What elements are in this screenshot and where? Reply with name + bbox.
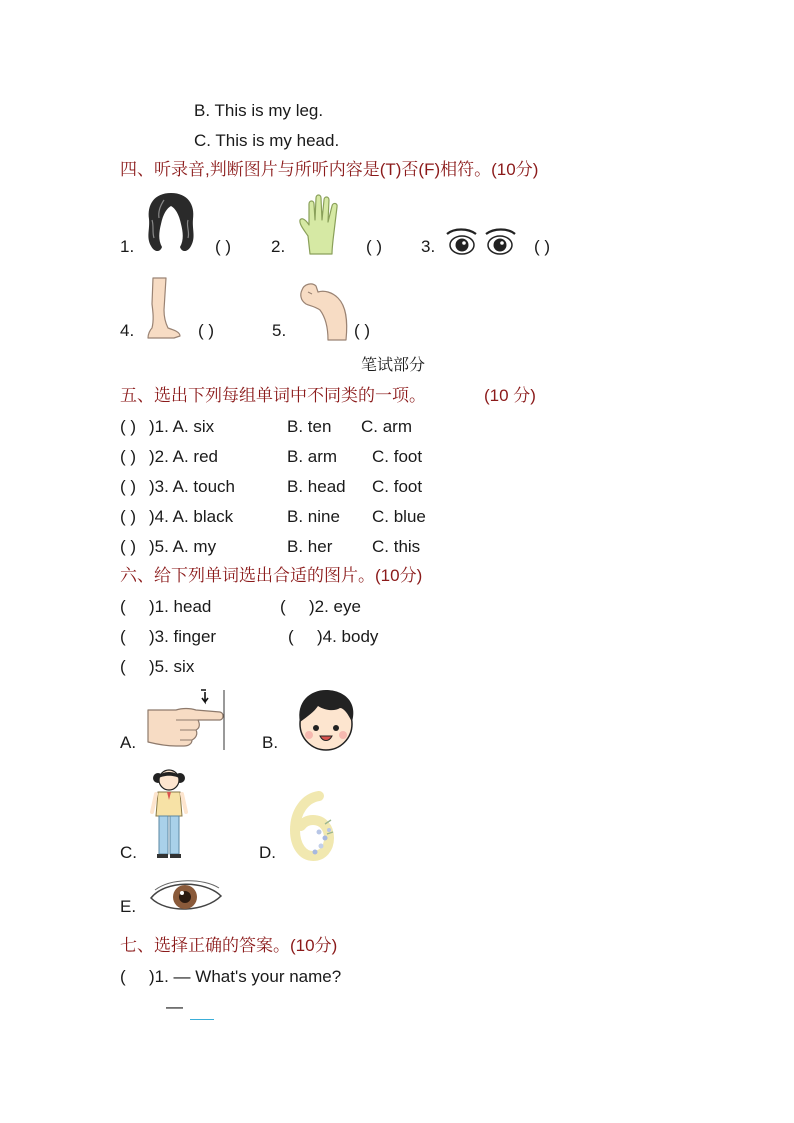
picture-e-letter: E. [120,897,137,916]
section4-item3-num: 3. [421,237,436,256]
section5-row4-c: C. blue [372,507,426,526]
section6-word2: )2. eye [309,597,361,616]
section5-heading-score: (10 分) [484,386,536,405]
section5-row2-bracket[interactable]: ( ) [120,447,137,466]
section4-item2-bracket[interactable]: ( ) [366,237,383,256]
section5-row2-b: B. arm [287,447,338,466]
section4-item1-num: 1. [120,237,135,256]
section5-row5-c: C. this [372,537,421,556]
section7-q1-text: )1. — What's your name? [149,967,342,986]
number-six-icon [285,790,337,862]
hair-icon [142,190,200,256]
section6-word5-bracket[interactable]: ( [120,657,126,676]
section4-item3-bracket[interactable]: ( ) [534,237,551,256]
section6-word1-bracket[interactable]: ( [120,597,126,616]
eyes-icon [444,226,518,258]
section4-item4-bracket[interactable]: ( ) [198,321,215,340]
section5-row3-b: B. head [287,477,346,496]
eye-icon [147,874,225,918]
section4-item1-bracket[interactable]: ( ) [215,237,232,256]
section6-heading: 六、给下列单词选出合适的图片。(10分) [120,566,423,585]
section5-row1-b: B. ten [287,417,332,436]
section5-row1-c: C. arm [361,417,412,436]
section6-word3-bracket[interactable]: ( [120,627,126,646]
section5-row5-a: )5. A. my [149,537,217,556]
section5-row3-bracket[interactable]: ( ) [120,477,137,496]
section5-row4-b: B. nine [287,507,340,526]
section5-row5-bracket[interactable]: ( ) [120,537,137,556]
section5-row4-a: )4. A. black [149,507,234,526]
pointing-finger-icon [146,688,228,752]
boy-head-icon [290,686,362,754]
arm-icon [296,280,358,342]
picture-c-letter: C. [120,843,137,862]
picture-b-letter: B. [262,733,279,752]
section4-item2-num: 2. [271,237,286,256]
section6-word2-bracket[interactable]: ( [280,597,286,616]
section4-heading: 四、听录音,判断图片与所听内容是(T)否(F)相符。(10分) [120,160,539,179]
picture-d-letter: D. [259,843,276,862]
section5-row3-a: )3. A. touch [149,477,235,496]
section5-row5-b: B. her [287,537,333,556]
section5-heading: 五、选出下列每组单词中不同类的一项。 [120,386,426,405]
section5-row2-c: C. foot [372,447,423,466]
answer-blank-line[interactable] [190,1019,214,1020]
section5-row3-c: C. foot [372,477,423,496]
section7-q1-bracket[interactable]: ( [120,967,126,986]
section6-word4-bracket[interactable]: ( [288,627,294,646]
section5-row4-bracket[interactable]: ( ) [120,507,137,526]
picture-a-letter: A. [120,733,137,752]
option-c-text: C. This is my head. [194,131,340,150]
hand-icon [296,192,348,256]
section7-heading: 七、选择正确的答案。(10分) [120,936,338,955]
section4-item4-num: 4. [120,321,135,340]
section4-item5-bracket[interactable]: ( ) [354,321,371,340]
section6-word1: )1. head [149,597,212,616]
section6-word4: )4. body [317,627,379,646]
written-part-title: 笔试部分 [361,357,426,374]
leg-icon [144,276,184,340]
section4-item5-num: 5. [272,321,287,340]
section6-word3: )3. finger [149,627,217,646]
girl-body-icon [150,766,188,860]
option-b-text: B. This is my leg. [194,101,324,120]
section7-answer-dash: — [166,997,183,1016]
section5-row2-a: )2. A. red [149,447,218,466]
section5-row1-bracket[interactable]: ( ) [120,417,137,436]
section5-row1-a: )1. A. six [149,417,215,436]
section6-word5: )5. six [149,657,195,676]
